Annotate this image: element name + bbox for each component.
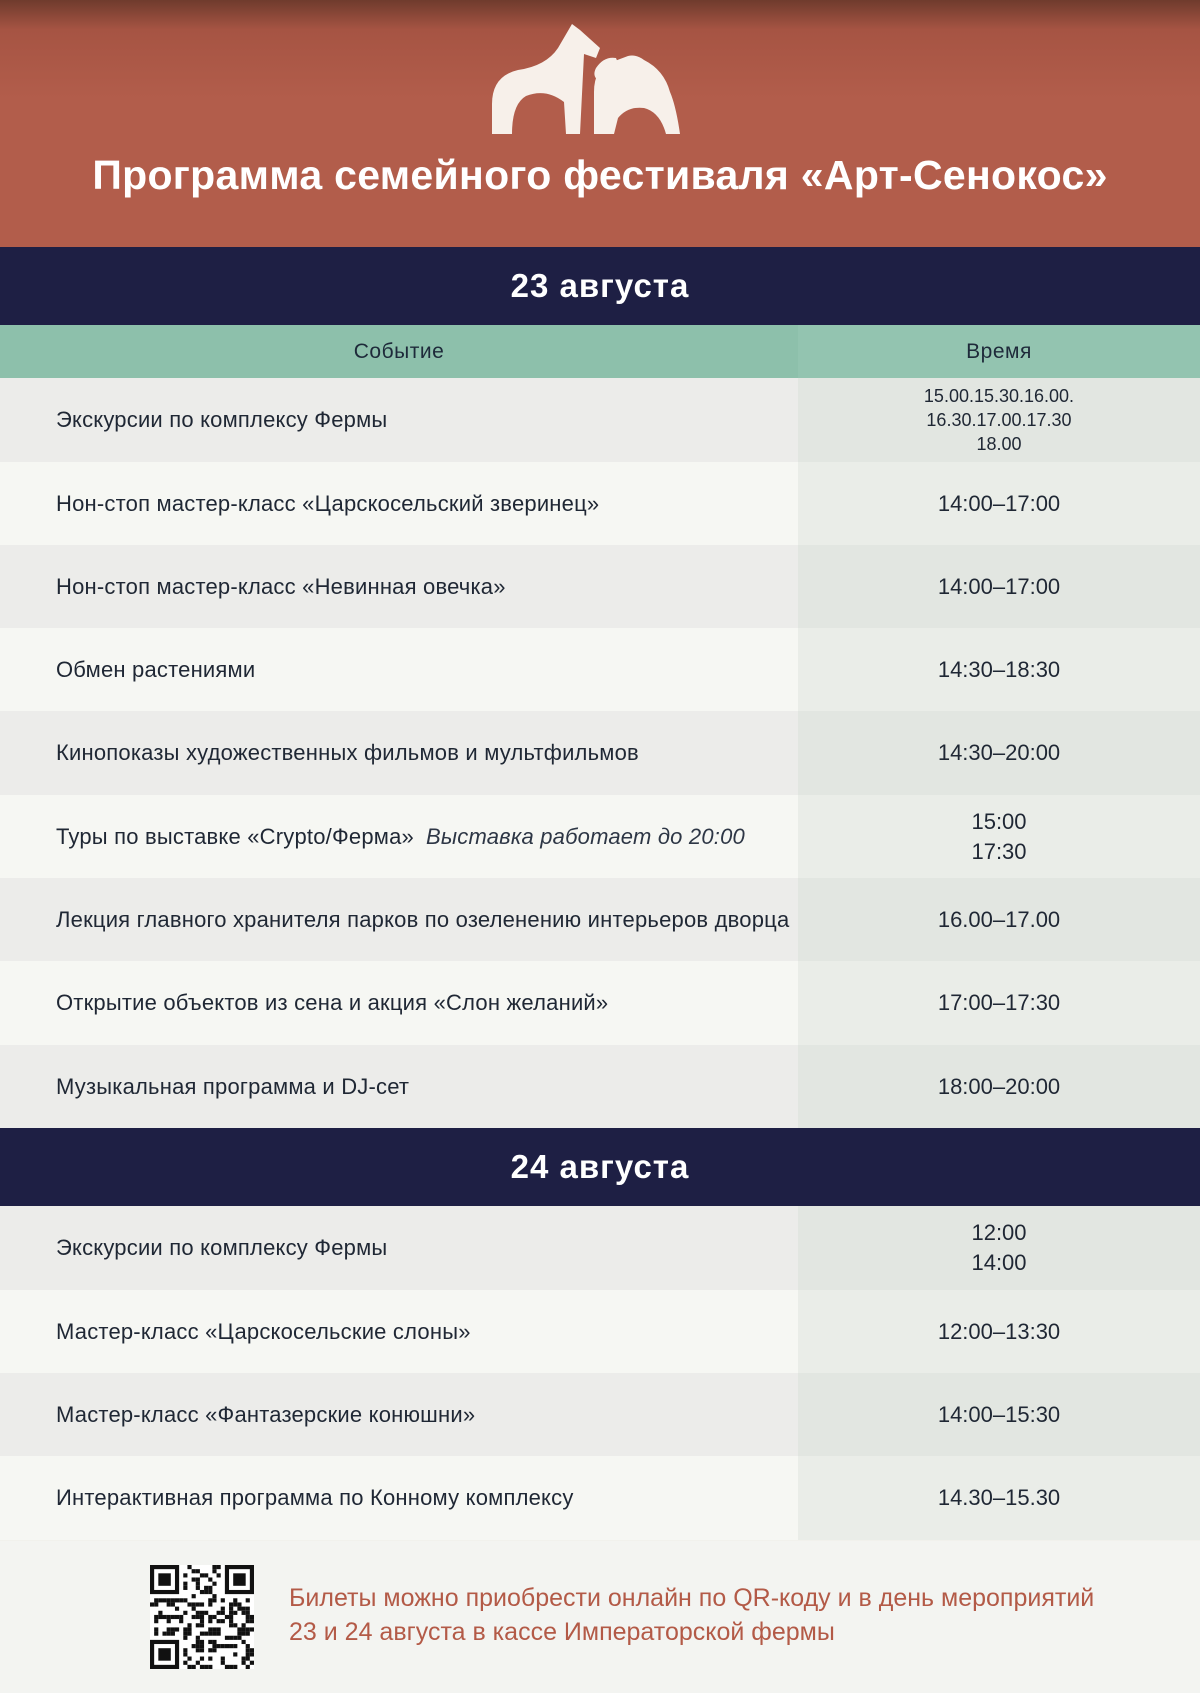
table-row	[0, 711, 1200, 795]
event-name: Экскурсии по комплексу Фермы	[56, 407, 388, 432]
time-value: 14:00–15:30	[937, 1401, 1061, 1427]
schedule-day1	[0, 378, 1200, 1128]
time-cell	[798, 795, 1200, 878]
time-value: 14:30–20:00	[937, 740, 1061, 765]
table-row	[0, 462, 1200, 545]
time-cell	[798, 1206, 1200, 1290]
time-cell	[798, 628, 1200, 711]
time-cell	[798, 1290, 1200, 1373]
table-row	[0, 1456, 1200, 1540]
event-name: Интерактивная программа по Конному комплексу	[56, 1485, 574, 1510]
time-value: 14:00–17:00	[937, 573, 1061, 599]
time-value: 14.30–15.30	[937, 1485, 1061, 1510]
page-title: Программа семейного фестиваля «Арт-Сенокос»	[92, 152, 1108, 198]
event-cell	[0, 711, 798, 795]
event-name: Открытие объектов из сена и акция «Слон желаний»	[56, 990, 609, 1015]
event-name: Нон-стоп мастер-класс «Невинная овечка»	[56, 573, 506, 599]
time-cell	[798, 462, 1200, 545]
event-cell	[0, 1373, 798, 1456]
event-cell	[0, 378, 798, 462]
event-name: Мастер-класс «Фантазерские конюшни»	[56, 1401, 476, 1427]
time-value: 15:00	[971, 808, 1027, 834]
time-cell	[798, 1373, 1200, 1456]
time-cell	[798, 378, 1200, 462]
event-name: Музыкальная программа и DJ-сет	[56, 1073, 410, 1099]
event-cell	[0, 878, 798, 961]
event-cell	[0, 795, 798, 878]
column-header-event: Событие	[353, 340, 445, 363]
event-cell	[0, 1206, 798, 1290]
time-value: 14:00–17:00	[937, 490, 1061, 516]
column-header-time: Время	[798, 325, 1200, 378]
time-cell	[798, 961, 1200, 1045]
ticket-info	[289, 1581, 1149, 1649]
event-cell	[0, 628, 798, 711]
event-cell	[0, 1045, 798, 1128]
time-cell	[798, 545, 1200, 628]
table-row	[0, 878, 1200, 961]
table-row	[0, 545, 1200, 628]
table-row	[0, 1373, 1200, 1456]
table-row	[0, 795, 1200, 878]
time-value: 18.00	[976, 434, 1022, 454]
event-cell	[0, 545, 798, 628]
horse-and-sheep-icon	[488, 18, 698, 138]
event-name: Лекция главного хранителя парков по озеленению интерьеров дворца	[56, 906, 790, 932]
time-cell	[798, 878, 1200, 961]
ticket-info-line2: 23 и 24 августа в кассе Императорской фермы	[289, 1618, 835, 1646]
time-value: 15.00.15.30.16.00.	[923, 386, 1075, 406]
event-name: Нон-стоп мастер-класс «Царскосельский зверинец»	[56, 490, 600, 516]
ticket-footer	[0, 1541, 1200, 1693]
time-cell	[798, 711, 1200, 795]
table-row	[0, 1290, 1200, 1373]
table-row	[0, 628, 1200, 711]
time-value: 14:30–18:30	[937, 656, 1061, 682]
event-name: Мастер-класс «Царскосельские слоны»	[56, 1318, 471, 1344]
table-row	[0, 1206, 1200, 1290]
time-cell	[798, 1456, 1200, 1540]
table-column-headers	[0, 325, 1200, 378]
event-name: Туры по выставке «Crypto/Ферма»	[56, 823, 414, 849]
event-name: Экскурсии по комплексу Фермы	[56, 1235, 388, 1260]
qr-code-icon[interactable]	[150, 1565, 254, 1669]
time-value: 18:00–20:00	[937, 1073, 1061, 1099]
event-cell	[0, 462, 798, 545]
table-row	[0, 378, 1200, 462]
day-heading-24: 24 августа	[0, 1128, 1200, 1206]
event-cell	[0, 1290, 798, 1373]
table-row	[0, 961, 1200, 1045]
event-name: Обмен растениями	[56, 656, 256, 682]
time-cell	[798, 1045, 1200, 1128]
time-value: 16.00–17.00	[937, 906, 1061, 932]
event-name: Кинопоказы художественных фильмов и мультфильмов	[56, 740, 639, 765]
day-heading-23: 23 августа	[0, 247, 1200, 325]
schedule-day2	[0, 1206, 1200, 1540]
ticket-info-line1: Билеты можно приобрести онлайн по QR-коду и в день мероприятий	[289, 1584, 1095, 1612]
table-row	[0, 1045, 1200, 1128]
time-value: 12:00	[971, 1220, 1027, 1245]
event-note: Выставка работает до 20:00	[426, 823, 745, 849]
event-cell	[0, 1456, 798, 1540]
time-value: 12:00–13:30	[937, 1318, 1061, 1344]
time-value: 16.30.17.00.17.30	[926, 410, 1072, 430]
page-header	[0, 0, 1200, 247]
event-cell	[0, 961, 798, 1045]
time-value: 14:00	[971, 1250, 1027, 1275]
time-value: 17:30	[971, 838, 1027, 864]
time-value: 17:00–17:30	[937, 990, 1061, 1015]
